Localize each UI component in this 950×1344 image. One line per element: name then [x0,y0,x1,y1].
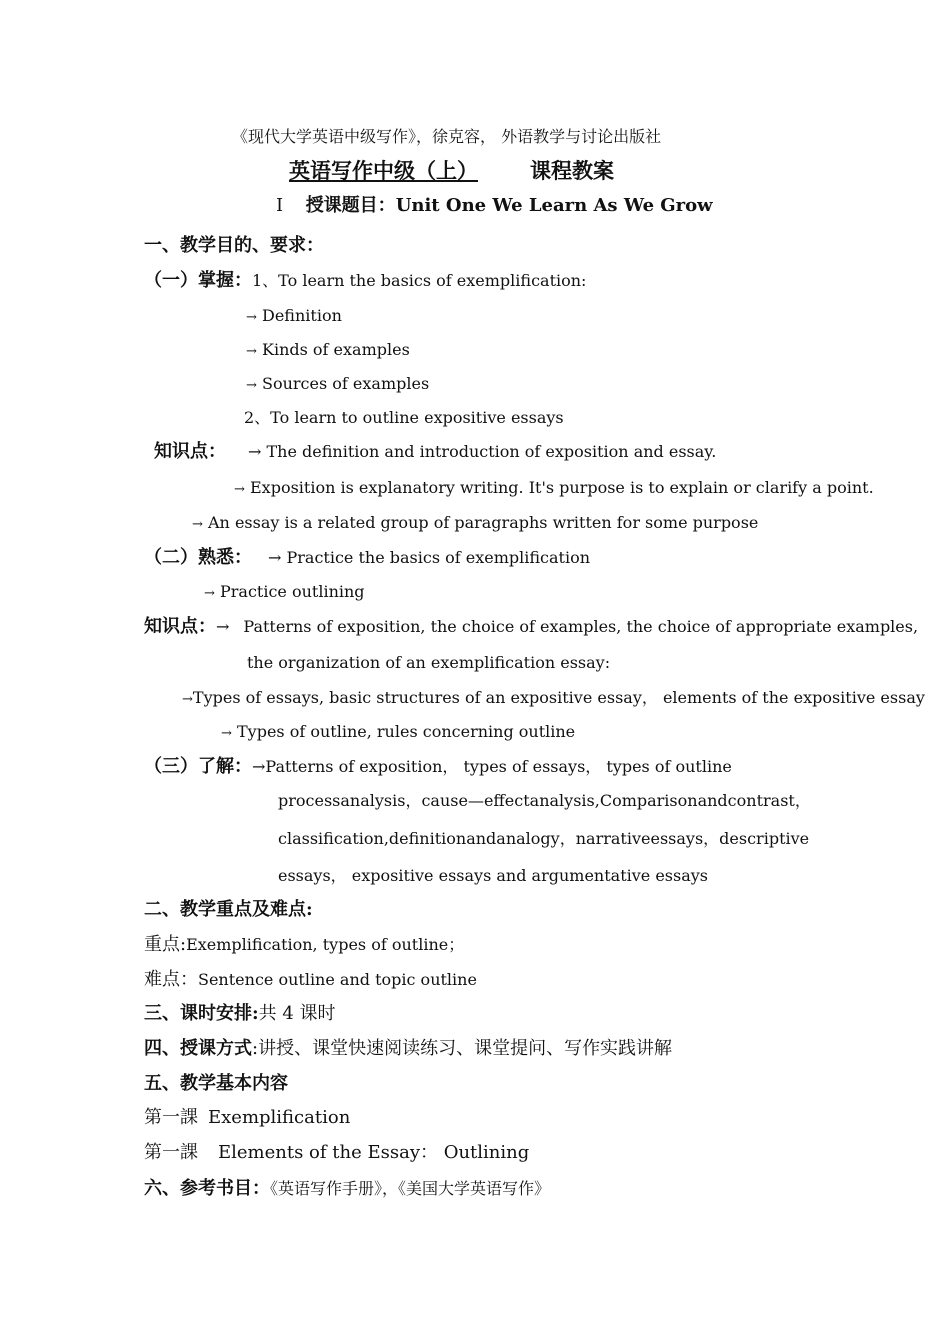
s5-heading: 五、教学基本内容 [144,1073,288,1094]
course-title [255,157,614,185]
lesson2-label: 第一課 [144,1142,198,1163]
s4-text: :讲授、课堂快速阅读练习、课堂提问、写作实践讲解 [252,1038,673,1059]
master-line [144,270,586,292]
arrow-icon: → [204,586,215,601]
master-sub-1 [246,305,342,329]
diff-label: 难点： [144,969,198,990]
arrow-icon: → [246,378,257,393]
key-label: 重点: [144,934,187,955]
word: narrative [575,829,651,848]
understand1-text: Patterns of exposition， types of essays， types of outline [265,757,732,776]
familiar2-text: Practice outlining [220,582,365,601]
kp2-block-line1 [144,616,918,638]
word: descriptive [719,829,810,848]
s2-heading: 二、教学重点及难点: [144,899,313,920]
kp1-line [154,441,716,463]
word: analysis [340,791,406,810]
arrow-icon: → [248,442,262,461]
s4-heading: 四、授课方式 [144,1038,252,1059]
word: ， [405,791,422,810]
s3-line [144,1003,336,1025]
familiar-line [144,547,590,569]
unit-roman: Ⅰ [276,195,284,216]
arrow-icon: → [234,482,245,497]
unit-label: 授课题目： [305,195,396,216]
s3-text: 共 4 课时 [258,1003,336,1024]
arrow-icon: → [246,310,257,325]
understand-line4: essays， expositive essays and argumentative essays [278,866,709,885]
word: analysis, [529,791,600,810]
kp2-label: 知识点： [144,616,216,637]
kp3-text: An essay is a related group of paragraphs written for some purpose [208,513,759,532]
understand-line2 [278,790,811,812]
word: ， [794,791,811,810]
s6-heading: 六、参考书目： [144,1178,270,1199]
word: contrast [727,791,795,810]
master-label: （一）掌握： [144,270,252,291]
unit-title-line [276,195,713,217]
master-sub-2 [246,339,410,363]
word: ， [703,829,720,848]
s3-heading: 三、课时安排: [144,1003,259,1024]
kp1-text: The definition and introduction of exposition and essay. [266,442,717,461]
arrow-icon: → [216,617,230,636]
understand-line [144,756,732,778]
master-item1: 1、To learn the basics of exemplification: [252,271,587,290]
kp2-block-line4 [221,721,575,745]
word: process [278,791,341,810]
kp2-line4-text: Types of outline, rules concerning outline [237,722,576,741]
s1-heading: 一、教学目的、要求： [144,235,324,256]
lesson2-text: Elements of the Essay： Outlining [218,1142,530,1163]
word: and [466,829,497,848]
master-sub-text: Sources of examples [262,374,430,393]
master-item2: 2、To learn to outline expositive essays [244,408,564,427]
lesson1-line [144,1107,350,1129]
source-line: 《现代大学英语中级写作》，徐克容， 外语教学与讨论出版社 [232,127,662,146]
lesson1-label: 第一課 [144,1107,198,1128]
familiar1-text: Practice the basics of exemplification [286,548,591,567]
word: classification, [278,829,389,848]
kp-label: 知识点： [154,441,226,462]
diff-text: Sentence outline and topic outline [198,970,477,989]
course-title-underlined: 英语写作中级（上） [289,158,478,183]
s4-line [144,1038,672,1060]
kp2-line [234,477,874,501]
kp2-line3-text: Types of essays, basic structures of an expositive essay， elements of the expositive essay [192,688,925,707]
kp2-text: Exposition is explanatory writing. It's purpose is to explain or clarify a point. [250,478,874,497]
kp2-line1-text: Patterns of exposition, the choice of examples, the choice of appropriate examples, [243,617,919,636]
kp2-block-line2: the organization of an exemplification essay: [247,653,611,672]
arrow-icon: → [252,757,266,776]
familiar-label: （二）熟悉： [144,547,252,568]
key-text: Exemplification, types of outline； [186,935,465,954]
key-points-line [144,934,464,956]
lesson2-line [144,1142,529,1164]
kp3-line [192,512,758,536]
understand-line3 [278,828,810,850]
word: essays [650,829,704,848]
word: analogy [496,829,560,848]
lesson1-text: Exemplification [208,1107,351,1128]
familiar2-line [204,581,365,605]
arrow-icon: → [192,517,203,532]
arrow-icon: → [246,344,257,359]
unit-title: Unit One We Learn As We Grow [395,195,713,216]
word: Comparison [599,791,698,810]
understand-label: （三）了解： [144,756,252,777]
difficult-points-line [144,969,477,991]
s6-text: 《英语写作手册》，《美国大学英语写作》 [270,1179,551,1198]
kp2-block-line3 [182,687,925,711]
word: definition [388,829,467,848]
arrow-icon: → [268,548,282,567]
arrow-icon: → [182,692,193,707]
master-sub-3 [246,373,429,397]
course-title-rest: 课程教案 [530,158,614,183]
word: ， [559,829,576,848]
master-sub-text: Kinds of examples [262,340,410,359]
word: and [697,791,728,810]
master-sub-text: Definition [262,306,342,325]
word: cause—effect [421,791,530,810]
arrow-icon: → [221,726,232,741]
s6-line [144,1178,550,1200]
